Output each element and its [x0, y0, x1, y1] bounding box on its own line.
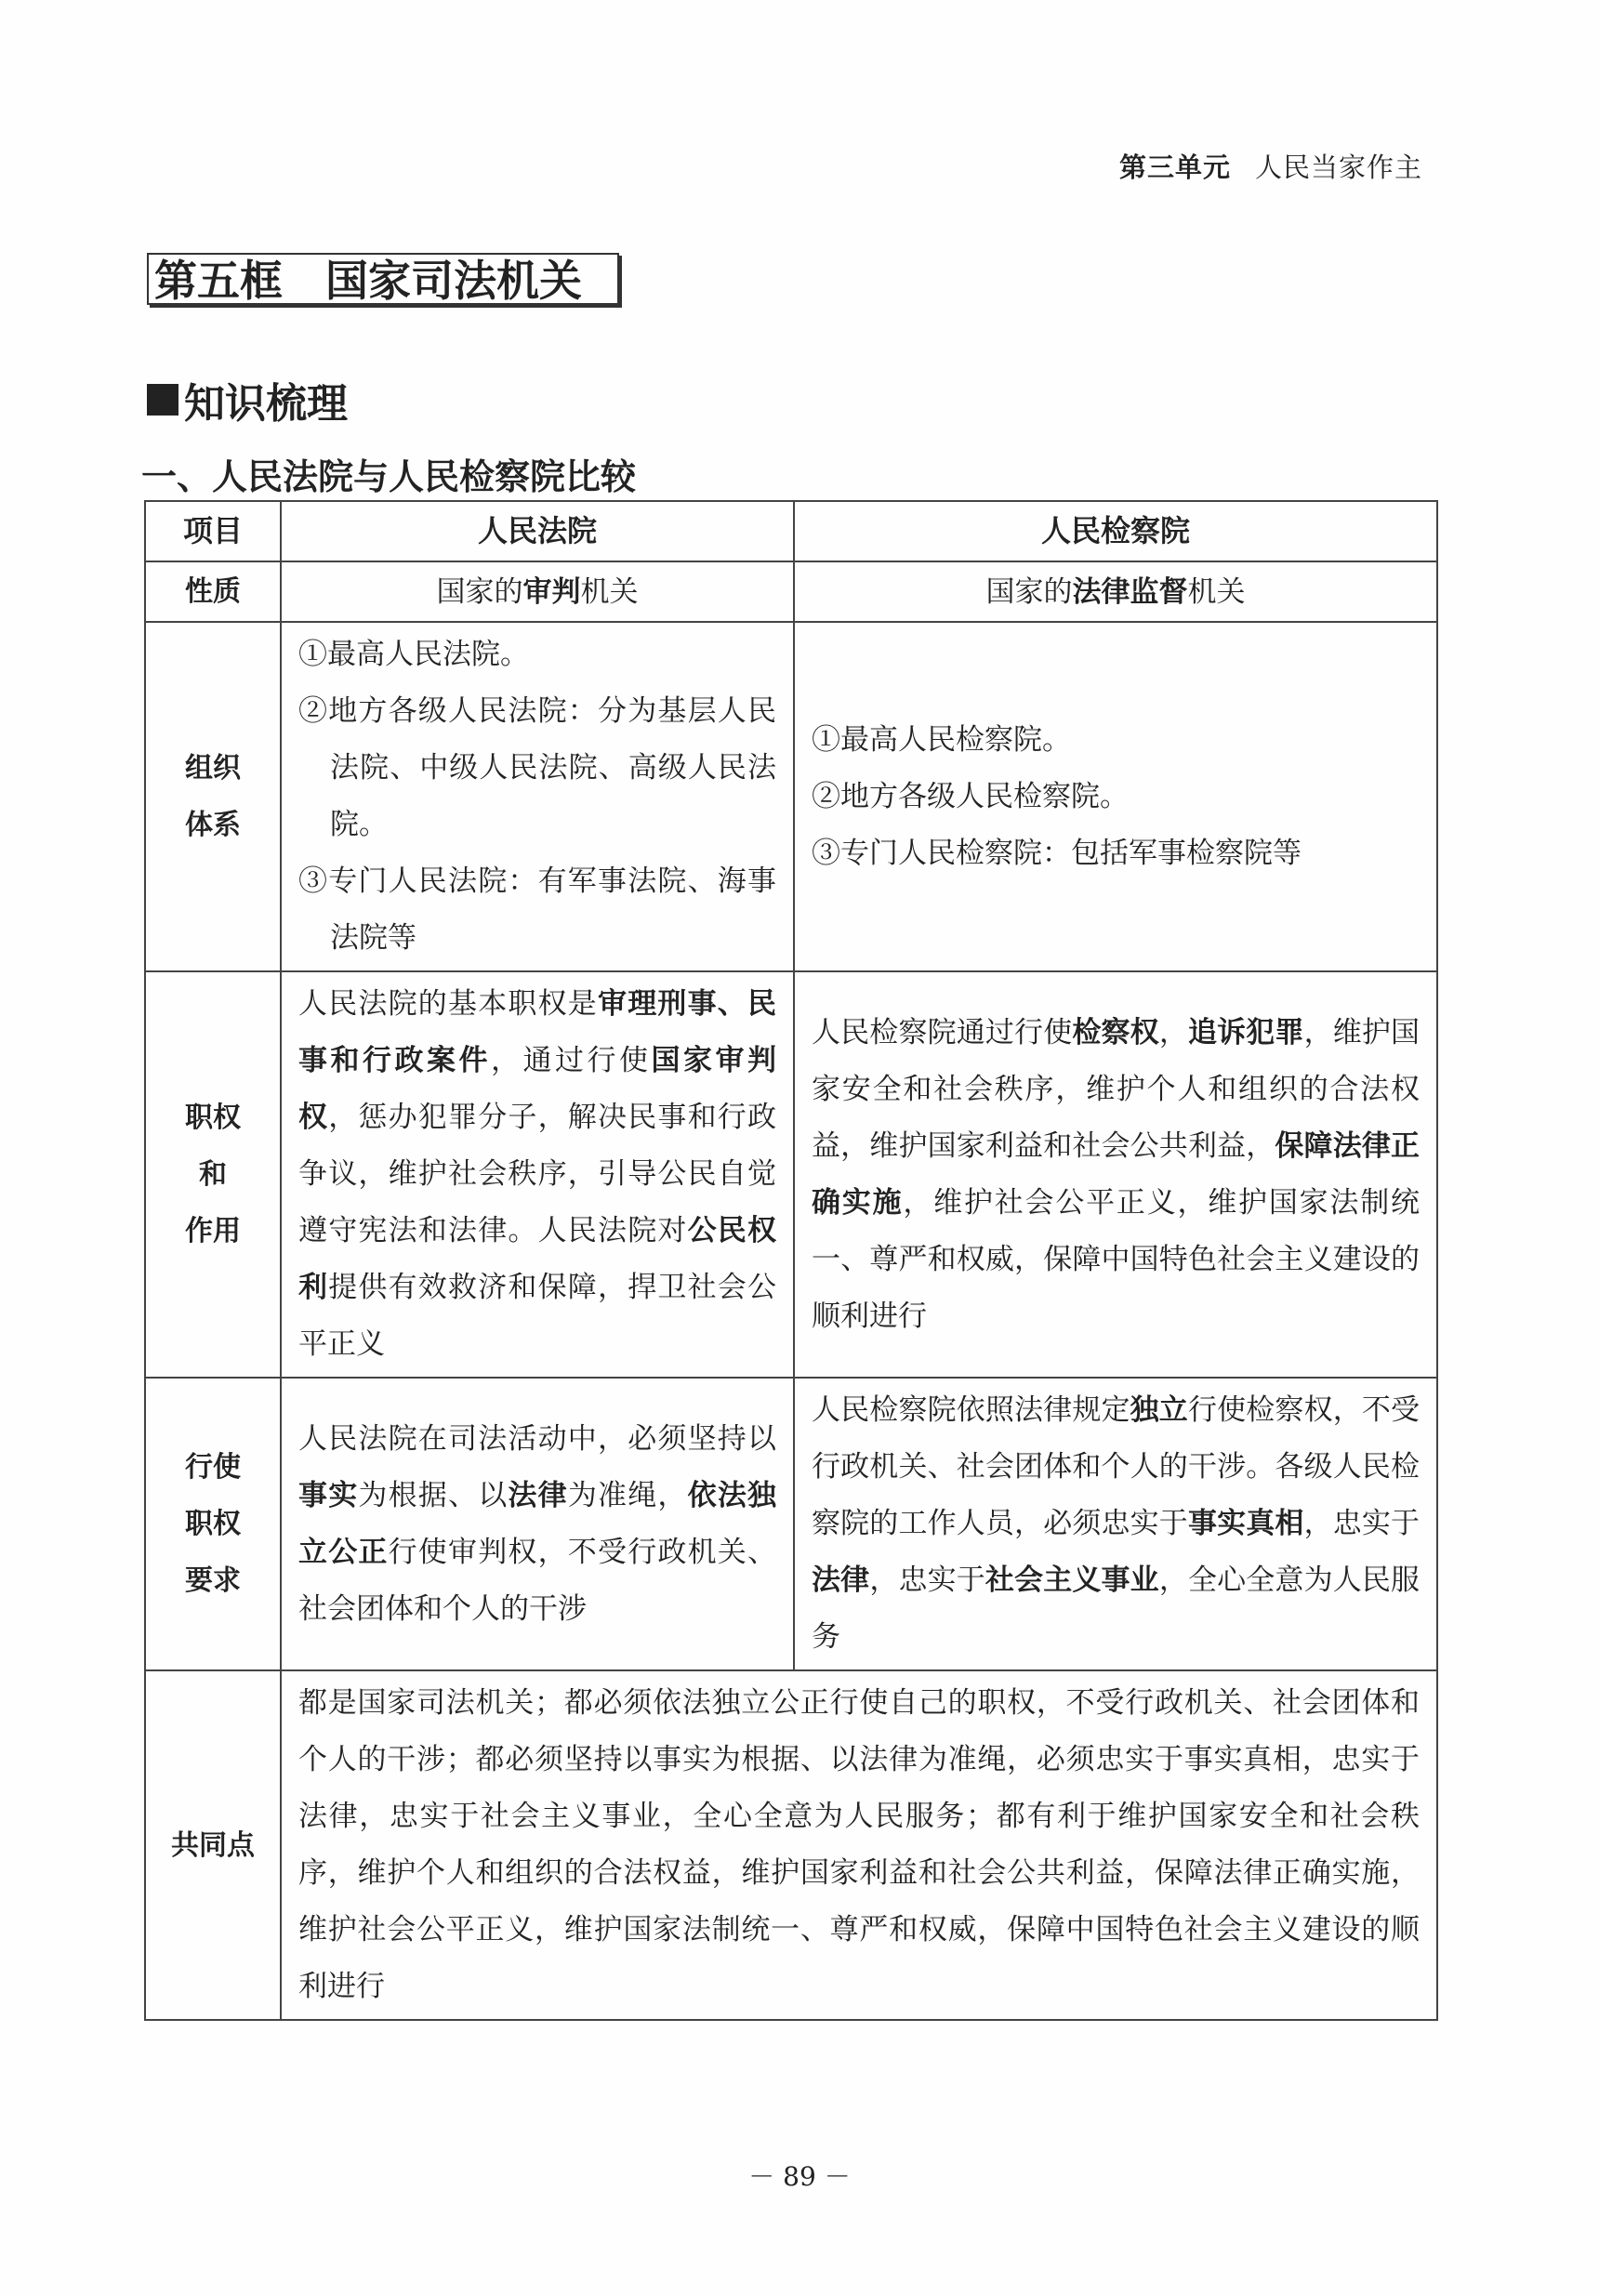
unit-label: 第三单元	[1118, 152, 1231, 183]
unit-title: 人民当家作主	[1254, 152, 1422, 183]
frame-title: 国家司法机关	[325, 256, 582, 306]
row-label: 职权 和 作用	[145, 971, 281, 1378]
row-label: 共同点	[145, 1670, 281, 2020]
page-number: － 89 －	[748, 2161, 851, 2192]
comparison-table	[144, 500, 1438, 2021]
section-heading	[147, 370, 348, 429]
frame-label: 第五框	[154, 256, 283, 306]
procuratorate-requirements-cell: 人民检察院依照法律规定独立行使检察权，不受行政机关、社会团体和个人的干涉。各级人民检察院的工作人员，必须忠实于事实真相，忠实于法律，忠实于社会主义事业，全心全意为人民服务	[794, 1378, 1437, 1670]
table-row-common	[145, 1670, 1437, 2020]
list-item: ③专门人民法院：有军事法院、海事法院等	[298, 864, 776, 955]
header-item: 项目	[145, 501, 281, 561]
list-item: ②地方各级人民法院：分为基层人民法院、中级人民法院、高级人民法院。	[298, 694, 776, 841]
section-title: 知识梳理	[184, 380, 348, 428]
row-label: 性质	[145, 561, 281, 622]
list-item: ③专门人民检察院：包括军事检察院等	[812, 836, 1302, 870]
procuratorate-organization-cell	[794, 622, 1437, 971]
court-requirements-cell: 人民法院在司法活动中，必须坚持以事实为根据、以法律为准绳，依法独立公正行使审判权，不受行政机关、社会团体和个人的干涉	[281, 1378, 794, 1670]
table-row-requirements	[145, 1378, 1437, 1670]
common-points-cell: 都是国家司法机关；都必须依法独立公正行使自己的职权，不受行政机关、社会团体和个人的干涉；都必须坚持以事实为根据、以法律为准绳，必须忠实于事实真相，忠实于法律，忠实于社会主义事业，全心全意为人民服务；都有利于维护国家安全和社会秩序，维护个人和组织的合法权益，维护国家利益和社会公共利益，保障法律正确实施，维护社会公平正义，维护国家法制统一、尊严和权威，保障中国特色社会主义建设的顺利进行	[281, 1670, 1437, 2020]
square-bullet-icon	[147, 384, 178, 416]
running-header	[1119, 147, 1422, 185]
court-organization-cell	[281, 622, 794, 971]
table-header-row	[145, 501, 1437, 561]
list-item: ①最高人民法院。	[298, 638, 529, 671]
court-nature-cell: 国家的审判机关	[281, 561, 794, 622]
table-row-organization	[145, 622, 1437, 971]
frame-title-box	[147, 253, 619, 305]
list-item: ①最高人民检察院。	[812, 722, 1071, 757]
row-label: 行使 职权 要求	[145, 1378, 281, 1670]
procuratorate-nature-cell: 国家的法律监督机关	[794, 561, 1437, 622]
table-row-powers	[145, 971, 1437, 1378]
list-item: ②地方各级人民检察院。	[812, 779, 1129, 813]
header-court: 人民法院	[281, 501, 794, 561]
row-label: 组织 体系	[145, 622, 281, 971]
header-procuratorate: 人民检察院	[794, 501, 1437, 561]
court-powers-cell: 人民法院的基本职权是审理刑事、民事和行政案件，通过行使国家审判权，惩办犯罪分子，解决民事和行政争议，维护社会秩序，引导公民自觉遵守宪法和法律。人民法院对公民权利提供有效救济和保障，捍卫社会公平正义	[281, 971, 794, 1378]
subsection-title: 一、人民法院与人民检察院比较	[141, 455, 637, 497]
procuratorate-powers-cell: 人民检察院通过行使检察权，追诉犯罪，维护国家安全和社会秩序，维护个人和组织的合法权益，维护国家利益和社会公共利益，保障法律正确实施，维护社会公平正义，维护国家法制统一、尊严和权威，保障中国特色社会主义建设的顺利进行	[794, 971, 1437, 1378]
table-row-nature	[145, 561, 1437, 622]
